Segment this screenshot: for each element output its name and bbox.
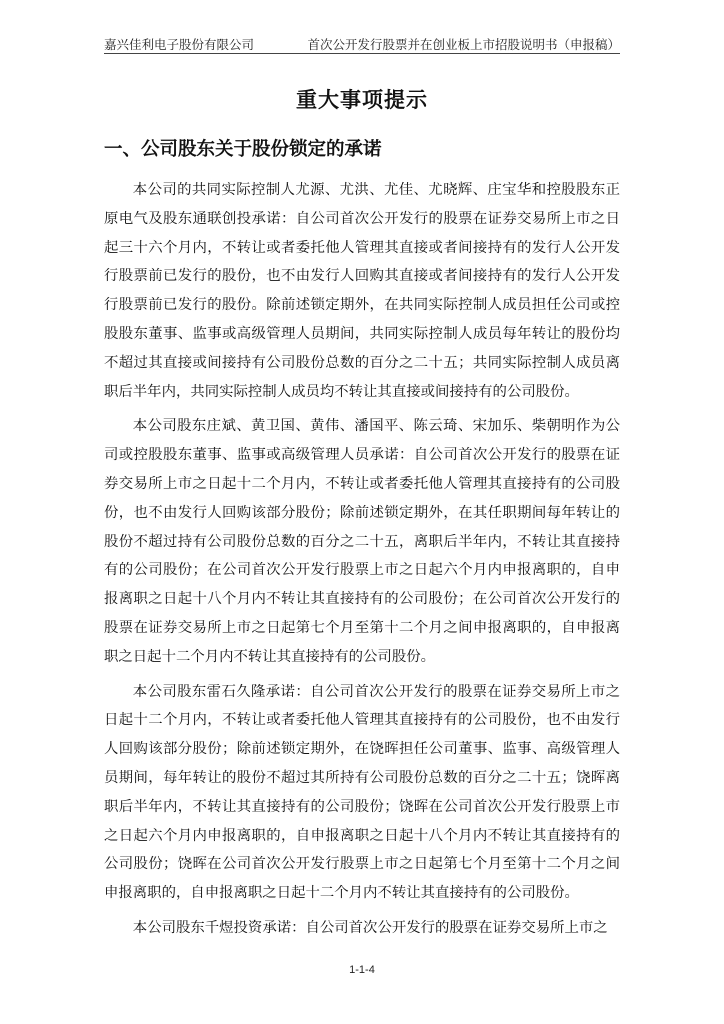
paragraph-directors-commitment: 本公司股东庄斌、黄卫国、黄伟、潘国平、陈云琦、宋加乐、柴朝明作为公司或控股股东董事、监事或高级管理人员承诺：自公司首次公开发行的股票在证券交易所上市之日起十二个月内，不转让或者委托他人管理其直接持有的公司股份，也不由发行人回购该部分股份；除前述锁定期外，在其任职期间每年转让的股份不超过持有公司股份总数的百分之二十五，离职后半年内，不转让其直接持有的公司股份；在公司首次公开发行股票上市之日起六个月内申报离职的，自申报离职之日起十八个月内不转让其直接持有的公司股份；在公司首次公开发行的股票在证券交易所上市之日起第七个月至第十二个月之间申报离职的，自申报离职之日起十二个月内不转让其直接持有的公司股份。 (104, 418, 620, 665)
page-number: 1-1-4 (349, 964, 375, 976)
section-heading: 一、公司股东关于股份锁定的承诺 (104, 139, 382, 160)
header-divider (104, 53, 620, 54)
header-document-title: 首次公开发行股票并在创业板上市招股说明书（申报稿） (307, 37, 620, 52)
paragraph-leishi-commitment: 本公司股东雷石久隆承诺：自公司首次公开发行的股票在证券交易所上市之日起十二个月内，不转让或者委托他人管理其直接持有的公司股份，也不由发行人回购该部分股份；除前述锁定期外，在饶晖担任公司董事、监事、高级管理人员期间，每年转让的股份不超过其所持有公司股份总数的百分之二十五；饶晖离职后半年内，不转让其直接持有的公司股份；饶晖在公司首次公开发行股票上市之日起六个月内申报离职的，自申报离职之日起十八个月内不转让其直接持有的公司股份；饶晖在公司首次公开发行股票上市之日起第七个月至第十二个月之间申报离职的，自申报离职之日起十二个月内不转让其直接持有的公司股份。 (104, 683, 620, 902)
paragraph-controllers-commitment: 本公司的共同实际控制人尤源、尤洪、尤佳、尤晓辉、庄宝华和控股股东正原电气及股东通联创投承诺：自公司首次公开发行的股票在证券交易所上市之日起三十六个月内，不转让或者委托他人管理其直接或者间接持有的发行人公开发行股票前已发行的股份，也不由发行人回购其直接或者间接持有的发行人公开发行股票前已发行的股份。除前述锁定期外，在共同实际控制人成员担任公司或控股股东董事、监事或高级管理人员期间，共同实际控制人成员每年转让的股份均不超过其直接或间接持有公司股份总数的百分之二十五；共同实际控制人成员离职后半年内，共同实际控制人成员均不转让其直接或间接持有的公司股份。 (104, 182, 620, 400)
page-header (104, 36, 620, 52)
body-text (104, 176, 620, 949)
header-company-name: 嘉兴佳利电子股份有限公司 (104, 37, 255, 52)
paragraph-qianyu-commitment: 本公司股东千煜投资承诺：自公司首次公开发行的股票在证券交易所上市之 (132, 919, 608, 936)
page-title: 重大事项提示 (296, 87, 428, 112)
